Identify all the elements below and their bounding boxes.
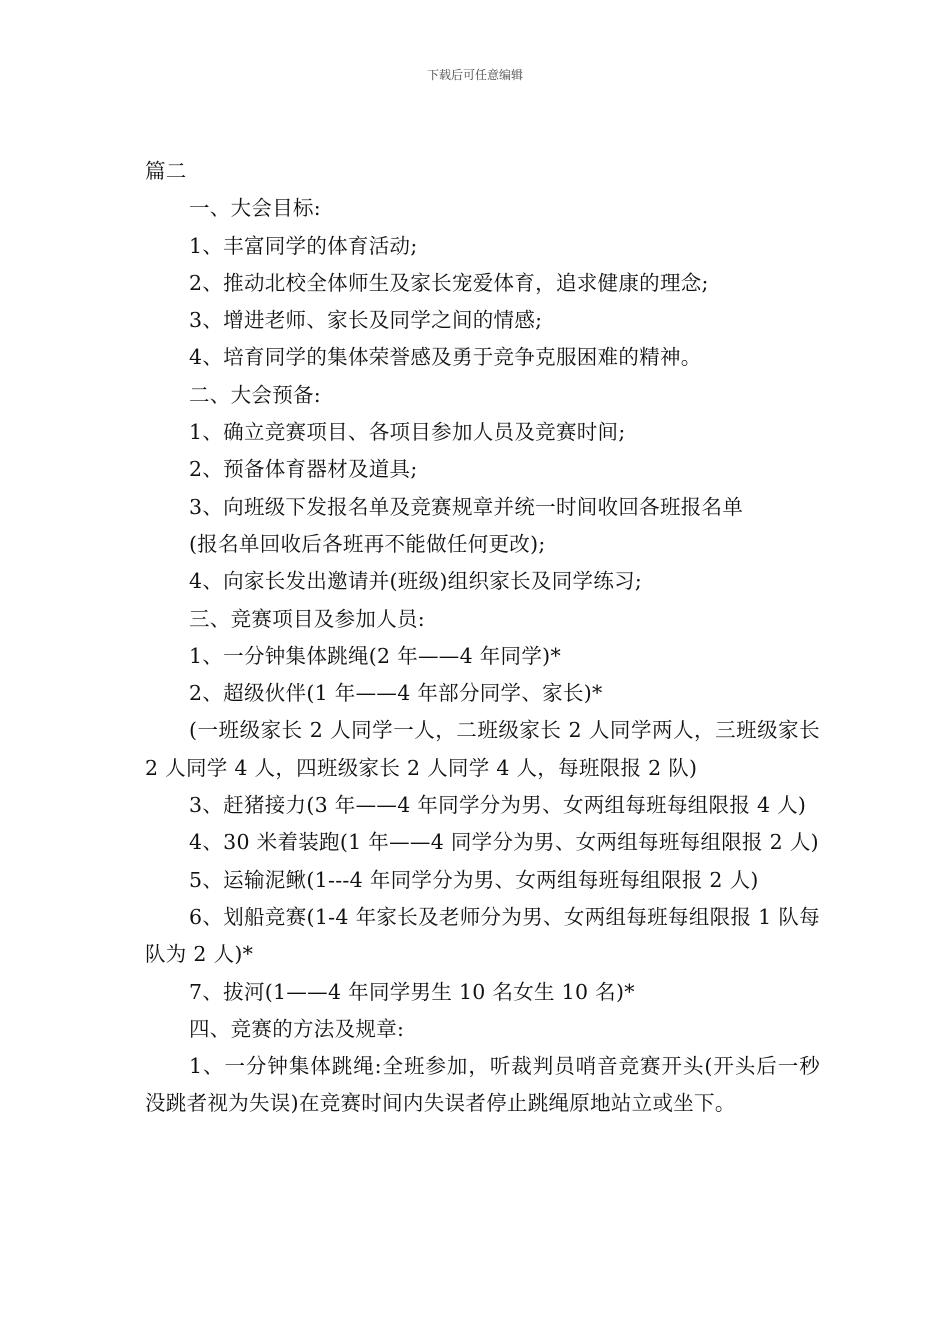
preparation-item: 4、向家长发出邀请并(班级)组织家长及同学练习;: [189, 569, 643, 594]
goal-item: 2、推动北校全体师生及家长宠爱体育，追求健康的理念;: [189, 270, 709, 295]
heading-goals: 一、大会目标:: [189, 196, 322, 221]
event-item: 7、拔河(1——4 年同学男生 10 名女生 10 名)*: [189, 979, 635, 1004]
goal-item: 4、培育同学的集体荣誉感及勇于竞争克服困难的精神。: [189, 345, 702, 370]
section-title: 篇二: [145, 159, 187, 183]
event-item: 1、一分钟集体跳绳(2 年——4 年同学)*: [189, 643, 562, 668]
preparation-item: 2、预备体育器材及道具;: [189, 457, 418, 482]
event-item: 2、超级伙伴(1 年——4 年部分同学、家长)*: [189, 681, 603, 706]
heading-events: 三、竞赛项目及参加人员:: [189, 606, 426, 631]
document-body: [145, 153, 820, 1123]
preparation-item: 1、确立竞赛项目、各项目参加人员及竞赛时间;: [189, 420, 626, 445]
event-note: (一班级家长 2 人同学一人，二班级家长 2 人同学两人，三班级家长 2 人同学 4 人，四班级家长 2 人同学 4 人，每班限报 2 队): [145, 718, 820, 780]
page-header: 下载后可任意编辑: [426, 68, 523, 82]
event-item: 3、赶猪接力(3 年——4 年同学分为男、女两组每班每组限报 4 人): [189, 793, 807, 818]
rule-item: 1、一分钟集体跳绳:全班参加，听裁判员哨音竞赛开头(开头后一秒没跳者视为失误)在竞赛时间内失误者停止跳绳原地站立或坐下。: [145, 1054, 820, 1116]
event-item: 6、划船竞赛(1-4 年家长及老师分为男、女两组每班每组限报 1 队每队为 2 人)*: [145, 904, 820, 967]
preparation-note: (报名单回收后各班再不能做任何更改);: [189, 531, 546, 556]
preparation-item: 3、向班级下发报名单及竞赛规章并统一时间收回各班报名单: [189, 494, 744, 519]
event-item: 5、运输泥鳅(1---4 年同学分为男、女两组每班每组限报 2 人): [189, 867, 759, 892]
goal-item: 1、丰富同学的体育活动;: [189, 233, 418, 258]
goal-item: 3、增进老师、家长及同学之间的情感;: [189, 308, 543, 333]
heading-preparation: 二、大会预备:: [189, 382, 322, 407]
heading-rules: 四、竞赛的方法及规章:: [189, 1016, 405, 1041]
event-item: 4、30 米着装跑(1 年——4 同学分为男、女两组每班每组限报 2 人): [189, 830, 819, 855]
